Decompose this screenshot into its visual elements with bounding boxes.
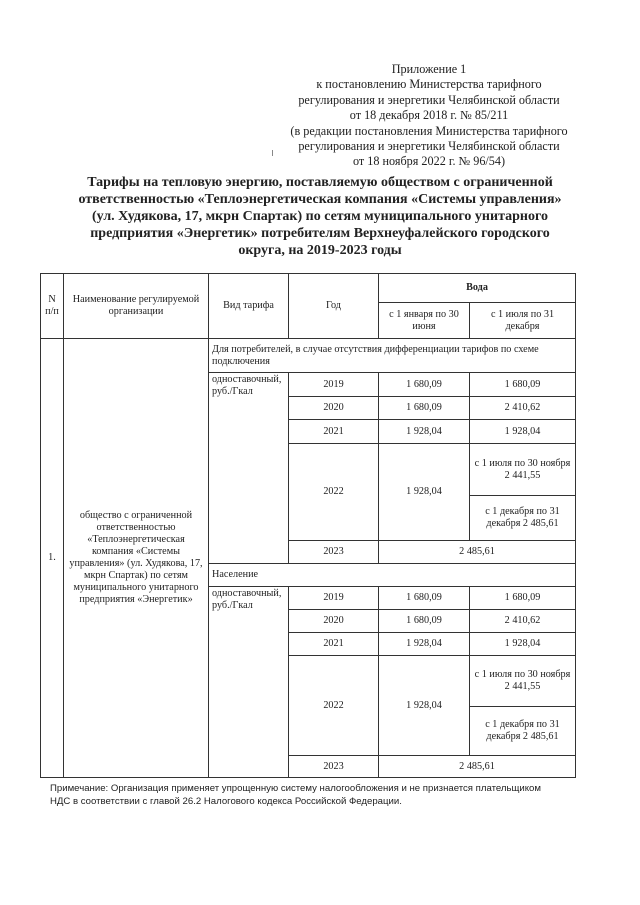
tariff-value: 2 485,61 (379, 541, 576, 564)
tariff-value: 2 410,62 (470, 610, 576, 633)
appendix-line: к постановлению Министерства тарифного (316, 77, 542, 92)
header-period-1: с 1 января по 30 июня (379, 303, 470, 339)
organization-name: общество с ограниченной ответственностью «Теплоэнергетическая компания «Системы управления» (ул. Худякова, 17, мкрн Спартак) по сетям муниципального унитарного предприятия «Энергетик» (64, 339, 209, 778)
footnote (50, 782, 595, 808)
tariff-value: с 1 декабря по 31 декабря 2 485,61 (470, 496, 576, 541)
header-water: Вода (379, 274, 576, 303)
tariff-value: 2 410,62 (470, 397, 576, 420)
tariff-value: 1 680,09 (470, 587, 576, 610)
year-cell: 2023 (289, 541, 379, 564)
scan-mark (272, 150, 273, 156)
tariff-value: 1 928,04 (379, 633, 470, 656)
tariff-value: 1 680,09 (470, 373, 576, 397)
header-organization: Наименование регулируемой организации (64, 274, 209, 339)
year-cell: 2023 (289, 756, 379, 778)
year-cell: 2021 (289, 633, 379, 656)
year-cell: 2020 (289, 610, 379, 633)
tariff-value: с 1 декабря по 31 декабря 2 485,61 (470, 707, 576, 756)
title-line: округа, на 2019-2023 годы (238, 243, 402, 258)
tariff-value: 2 485,61 (379, 756, 576, 778)
title-line: предприятия «Энергетик» потребителям Верхнеуфалейского городского (90, 226, 550, 241)
row-number: 1. (41, 339, 64, 778)
tariff-value: 1 680,09 (379, 587, 470, 610)
header-number: N п/п (41, 274, 64, 339)
header-period-2: с 1 июля по 31 декабря (470, 303, 576, 339)
tariff-type: одноставочный, руб./Гкал (209, 587, 289, 778)
title-line: (ул. Худякова, 17, мкрн Спартак) по сетям муниципального унитарного (92, 209, 548, 224)
tariff-value: 1 680,09 (379, 397, 470, 420)
tariff-value: с 1 июля по 30 ноября 2 441,55 (470, 444, 576, 496)
tariff-value: 1 928,04 (379, 420, 470, 444)
section-label: Население (209, 564, 576, 587)
tariff-type: одноставочный, руб./Гкал (209, 373, 289, 564)
appendix-line: (в редакции постановления Министерства тарифного (290, 123, 568, 138)
year-cell: 2021 (289, 420, 379, 444)
title-line: ответственностью «Теплоэнергетическая компания «Системы управления» (78, 192, 562, 207)
header-tariff-type: Вид тарифа (209, 274, 289, 339)
header-year: Год (289, 274, 379, 339)
tariff-value: 1 928,04 (379, 444, 470, 541)
appendix-header (270, 62, 588, 170)
appendix-line: регулирования и энергетики Челябинской области (298, 92, 560, 107)
year-cell: 2022 (289, 444, 379, 541)
tariff-value: 1 928,04 (470, 633, 576, 656)
tariff-value: 1 680,09 (379, 610, 470, 633)
tariff-table (40, 273, 576, 778)
document-title (52, 174, 588, 259)
footnote-line: НДС в соответствии с главой 26.2 Налогового кодекса Российской Федерации. (50, 796, 402, 807)
tariff-value: 1 928,04 (470, 420, 576, 444)
year-cell: 2022 (289, 656, 379, 756)
footnote-line: Примечание: Организация применяет упрощенную систему налогообложения и не признается плательщиком (50, 783, 541, 794)
appendix-line: от 18 ноября 2022 г. № 96/54) (352, 154, 506, 169)
title-line: Тарифы на тепловую энергию, поставляемую обществом с ограниченной (87, 175, 553, 190)
year-cell: 2020 (289, 397, 379, 420)
tariff-value: с 1 июля по 30 ноября 2 441,55 (470, 656, 576, 707)
year-cell: 2019 (289, 587, 379, 610)
tariff-value: 1 680,09 (379, 373, 470, 397)
tariff-value: 1 928,04 (379, 656, 470, 756)
appendix-line: от 18 декабря 2018 г. № 85/211 (349, 108, 509, 123)
year-cell: 2019 (289, 373, 379, 397)
appendix-line: регулирования и энергетики Челябинской области (298, 139, 560, 154)
appendix-line: Приложение 1 (391, 62, 467, 76)
section-label: Для потребителей, в случае отсутствия дифференциации тарифов по схеме подключения (209, 339, 576, 373)
